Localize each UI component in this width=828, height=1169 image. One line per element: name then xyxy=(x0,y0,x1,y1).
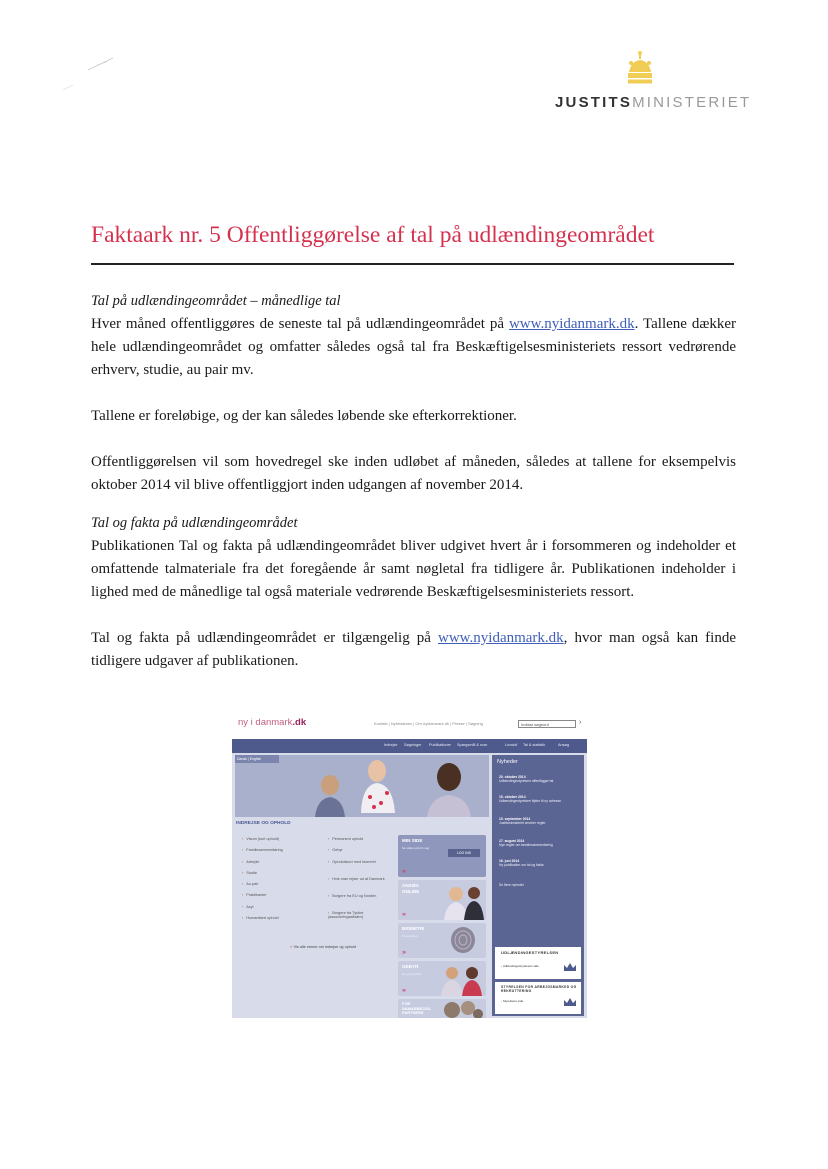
box-min-side-title: MIN SIDE xyxy=(402,838,423,843)
site-hero-image xyxy=(235,755,489,817)
document-body xyxy=(91,290,736,696)
news-more-link: Se flere nyheder xyxy=(499,883,524,887)
list-item: › Praktikanter xyxy=(242,893,267,898)
widget-udlaendingestyrelsen xyxy=(495,947,581,979)
list-item: › Gebyr xyxy=(328,848,343,853)
site-logo-text: ny i danmark xyxy=(238,717,293,728)
site-logo xyxy=(238,717,306,728)
p5-text-b: , hvor man også kan finde tidligere udgaver af publikationen. xyxy=(91,630,737,669)
news-item: 20. oktober 2014 Udlændingestyrelsen offentliggør tal xyxy=(499,775,554,783)
section-heading-facts: Tal og fakta på udlændingeområdet xyxy=(91,515,298,531)
box-gebyr xyxy=(398,961,486,996)
box-min-side xyxy=(398,835,486,877)
box-gebyr-sub: Se gebyrsatser xyxy=(402,972,423,976)
site-nav-item: Indrejse xyxy=(384,743,398,747)
pen-scribble-mark xyxy=(55,52,115,97)
p5-text-a: Tal og fakta på udlændingeområdet er tilgængelig på xyxy=(91,630,438,646)
website-screenshot xyxy=(232,713,587,1018)
site-nav-item: Tal & statistik xyxy=(523,743,546,747)
site-nav-item: Ansøg xyxy=(558,743,569,747)
box-biometri-sub: Fingeraftryk xyxy=(402,934,418,938)
logo-wordmark xyxy=(555,94,751,111)
list-item: › Asyl xyxy=(242,904,254,909)
hero-people-illustration xyxy=(235,755,489,817)
crown-icon xyxy=(563,997,577,1007)
box-ansoeg-photo xyxy=(436,880,486,920)
title-divider xyxy=(91,263,734,265)
paragraph-availability xyxy=(91,627,736,673)
list-item: › Arbejde xyxy=(242,859,260,864)
widget1-link: › Udlændingestyrelsens side xyxy=(501,964,539,968)
news-item: 15. oktober 2014 Udlændingestyrelsen flytter til ny adresse xyxy=(499,795,562,803)
news-item: 17. august 2014 Nye regler om familiesammenføring xyxy=(499,839,553,847)
paragraph-publication: Publikationen Tal og fakta på udlændingeområdet bliver udgivet hvert år i forsommeren og indeholder et omfattende talmateriale fra det foregående år samt nøgletal fra tidligere år. Publikationen indeholder i lighed med de månedlige tal også materiale vedrørende Beskæftigelsesministeriets ressort. xyxy=(91,538,736,600)
site-body xyxy=(232,753,587,1018)
fingerprint-icon xyxy=(448,926,478,954)
box-min-side-sub: Se status på din sag xyxy=(402,846,430,850)
list-item: › Opholdskort med biometri xyxy=(328,859,376,864)
box-gebyr-title: GEBYR xyxy=(402,964,419,969)
news-item: 16. juni 2014 Ny publikation om tal og fakta xyxy=(499,859,544,867)
list-item: › Au pair xyxy=(242,882,259,887)
site-logo-suffix: .dk xyxy=(292,717,307,728)
box-ansoeg-title: ANSØG ONLINE xyxy=(402,883,420,894)
site-section-heading: INDREJSE OG OPHOLD xyxy=(236,821,291,826)
widget2-title: STYRELSEN FOR ARBEJDSMARKED OG REKRUTTERING xyxy=(501,985,577,994)
wordmark-ministeriet: MINISTERIET xyxy=(632,94,752,111)
paragraph-monthly xyxy=(91,313,736,382)
list-item: › Humanitært ophold xyxy=(242,916,279,921)
list-item: › Permanent ophold xyxy=(328,837,364,841)
list-item: › Borgere fra EU og Norden xyxy=(328,893,377,898)
news-heading: Nyheder xyxy=(497,759,518,765)
site-top-links: Kontakt | Nyhedsbrev | Om nyidanmark.dk | Presse | Søgning xyxy=(374,721,483,726)
list-item: › Borgere fra Tyrkiet (associeringsaftalen) xyxy=(328,910,364,919)
box-arrows: ››› xyxy=(402,869,405,875)
site-nav-item: Publikationer xyxy=(429,743,451,747)
widget-styrelsen-arbejdsmarked xyxy=(495,982,581,1014)
list-item: › Hvis man rejser ud af Danmark xyxy=(328,876,385,881)
nyidanmark-link-2[interactable]: www.nyidanmark.dk xyxy=(438,630,564,646)
list-item: › Visum (kort ophold) xyxy=(242,837,280,841)
box-samarbejds-title: FOR SAMARBEJDS-PARTNERE xyxy=(402,1001,432,1016)
widget2-link: › Styrelsens side xyxy=(501,999,524,1003)
nyidanmark-link-1[interactable]: www.nyidanmark.dk xyxy=(508,316,635,332)
site-nav-item: Spørgsmål & svar xyxy=(457,743,488,747)
login-button: LOG IND xyxy=(448,849,480,857)
box-biometri xyxy=(398,923,486,958)
site-right-list xyxy=(328,837,394,922)
box-arrows: ››› xyxy=(402,988,405,994)
paragraph-preliminary: Tallene er foreløbige, og der kan således løbende ske efterkorrektioner. xyxy=(91,408,517,424)
box-arrows: ››› xyxy=(402,912,405,918)
box-arrows: ››› xyxy=(402,950,405,956)
site-search-go: › xyxy=(579,719,582,726)
crown-icon xyxy=(563,962,577,972)
list-item: › Studie xyxy=(242,870,258,875)
site-nav-item: Lovstof xyxy=(505,743,518,747)
section-heading-monthly: Tal på udlændingeområdet – månedlige tal xyxy=(91,293,341,309)
list-item: › Familiesammenføring xyxy=(242,848,283,853)
box-gebyr-photo xyxy=(438,961,484,996)
site-left-list xyxy=(242,837,283,927)
gears-icon xyxy=(440,999,484,1018)
crown-icon xyxy=(627,50,653,86)
site-nav-item: Søgninger xyxy=(404,743,422,747)
news-item: 10. september 2014 Justitsministeriet ændrer regler xyxy=(499,817,546,825)
p1-text-a: Hver måned offentliggøres de seneste tal på udlændingeområdet på xyxy=(91,316,509,332)
box-ansoeg-online xyxy=(398,880,486,920)
site-news-panel xyxy=(492,755,584,1016)
box-samarbejdspartnere xyxy=(398,999,486,1018)
wordmark-justits: JUSTITS xyxy=(555,94,633,111)
site-search-input: Indtast søgeord xyxy=(518,720,576,728)
page-title: Faktaark nr. 5 Offentliggørelse af tal på udlændingeområdet xyxy=(91,222,655,248)
site-nav-bar xyxy=(232,739,587,753)
box-biometri-title: BIOMETRI xyxy=(402,926,425,931)
site-more-link: ›› Vis alle emner om indrejse og ophold xyxy=(290,945,356,949)
widget1-title: UDLÆNDINGESTYRELSEN xyxy=(501,950,559,955)
paragraph-timing: Offentliggørelsen vil som hovedregel ske inden udløbet af måneden, således at tallene for eksempelvis oktober 2014 vil blive offentliggjort inden udgangen af november 2014. xyxy=(91,454,736,493)
site-subnav: Dansk | English xyxy=(235,755,279,763)
p1-text-b: . Tallene dækker hele udlændingeområdet og omfatter således også tal fra Beskæftigelsesministeriets ressort vedrørende erhverv, studie, au pair mv. xyxy=(91,316,737,378)
